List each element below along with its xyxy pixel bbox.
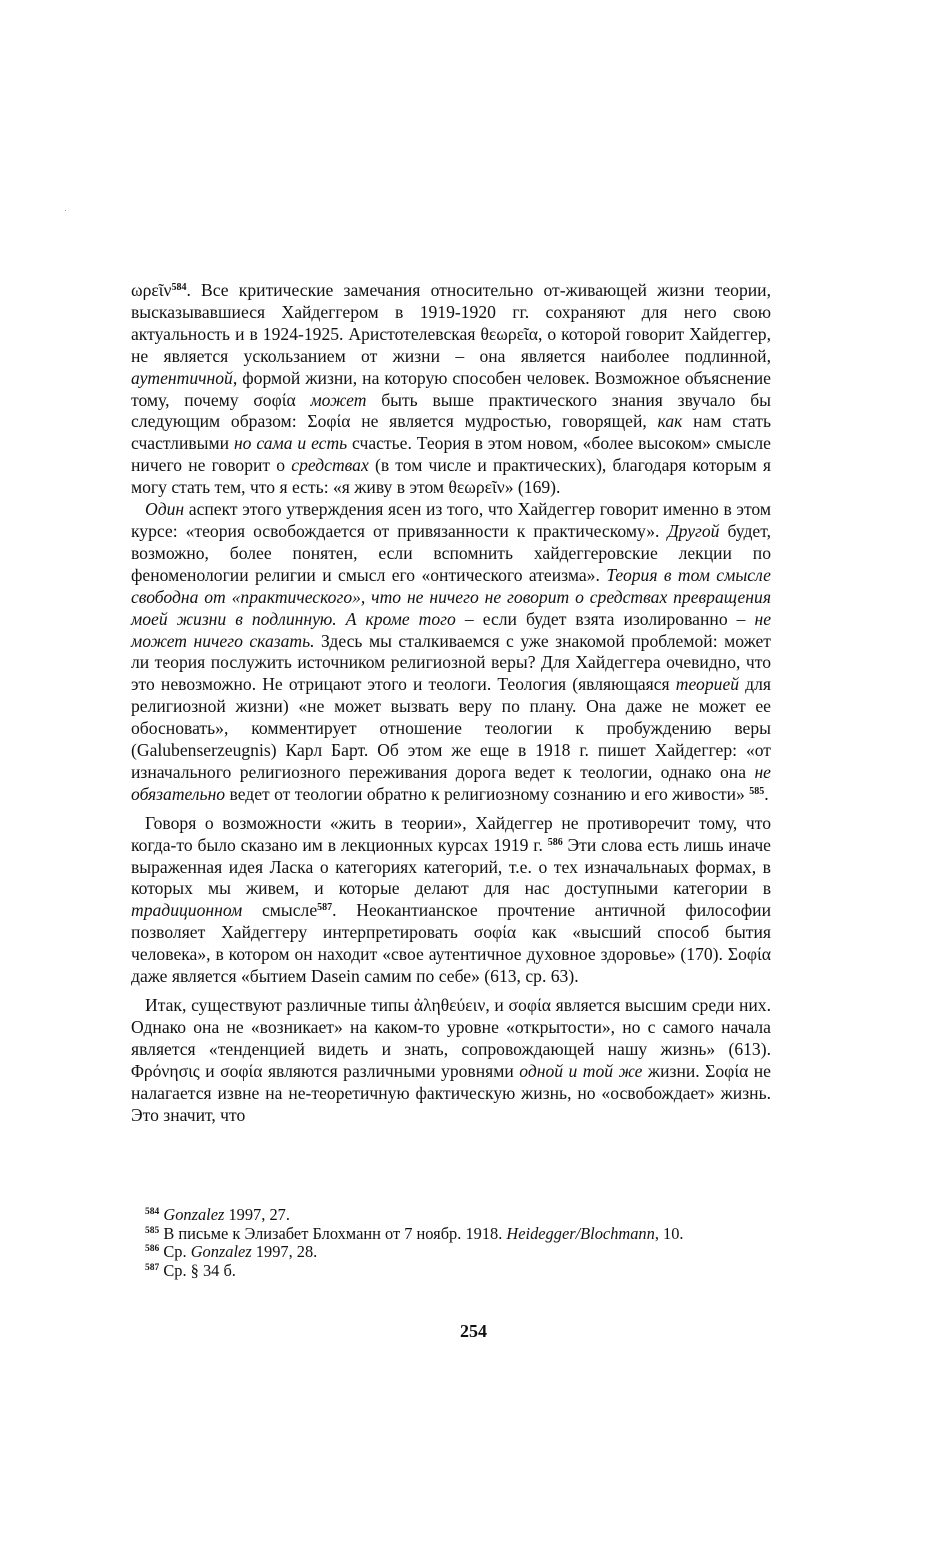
footnote-ref: 585 <box>749 785 765 797</box>
text-run: Ср. § 34 б. <box>163 1260 236 1280</box>
italic-text: средствах <box>291 455 369 476</box>
italic-text: Gonzalez <box>163 1205 225 1224</box>
text-run: Ср. <box>163 1242 191 1262</box>
text-run: . Неокантианское прочтение античной философии позволяет Хайдеггеру интерпретировать σοφία как «высший способ бытия человека», в котором он находит «свое аутентичное духовное здоровье» (170). Σοφία даже является «бытием Dasein самим по себе» (613, ср. 63). <box>131 900 771 987</box>
footnote-586 <box>131 1243 771 1262</box>
text-run: 1997, 28. <box>251 1242 318 1262</box>
italic-text: не обязательно <box>131 761 771 804</box>
footnote-number: 587 <box>145 1262 160 1273</box>
text-run: – если будет взята изолированно – <box>455 608 755 629</box>
text-run: 1997, 27. <box>224 1205 290 1224</box>
footnote-number: 586 <box>145 1244 160 1255</box>
footnote-text <box>163 1205 290 1224</box>
scan-speck <box>65 210 66 211</box>
text-run: ωρεῖν <box>131 280 172 300</box>
text-run: жизни. Σοφία не налагается извне на не-теоретичную фактическую жизнь, но «освобождает» жизнь. Это значит, что <box>131 1060 771 1125</box>
italic-text: одной и той же <box>519 1060 643 1081</box>
main-text <box>131 280 771 1126</box>
italic-text: Gonzalez <box>190 1242 252 1262</box>
text-run: будет, возможно, более понятен, если вспомнить хайдеггеровские лекции по феноменологии религии и смысл его «онтического атеизма». <box>131 520 771 585</box>
italic-text: Теория в том смысле свободна от «практического», что не ничего не говорит о средствах превращения моей жизни в подлинную. А кроме того <box>131 564 771 629</box>
footnote-text <box>163 1242 317 1261</box>
text-run: . <box>764 783 769 804</box>
text-run: счастье. Теория в этом новом, «более высоком» смысле ничего не говорит о <box>131 433 771 476</box>
footnotes <box>131 1206 771 1280</box>
footnote-587 <box>131 1262 771 1281</box>
footnote-ref: 586 <box>547 836 563 848</box>
paragraph-4 <box>131 995 771 1126</box>
footnote-585 <box>131 1225 771 1244</box>
italic-text: как <box>657 411 683 432</box>
italic-text: теорией <box>675 674 740 695</box>
text-run: Итак, существуют различные типы ἀληθεύειν, и σοφία является высшим среди них. Однако она не «возникает» на каком-то уровне «открытости», но с самого начала является «тенденцией видеть и знать, сопровождающей нашу жизнь» (613). Φρόνησις и σοφία являются различными уровнями <box>131 995 771 1081</box>
text-run: , формой жизни, на которую способен человек. Возможное объяснение тому, почему σοφία <box>131 367 771 410</box>
italic-text: но сама и есть <box>233 433 348 454</box>
italic-text: не может ничего сказать. <box>131 608 772 651</box>
italic-text: может <box>310 389 367 410</box>
footnote-ref: 587 <box>317 902 333 914</box>
text-run: Говоря о возможности «жить в теории», Хайдеггер не противоречит тому, что когда-то было сказано им в лекционных курсах 1919 г. <box>131 812 771 855</box>
text-run: быть выше практического знания звучало бы следующим образом: Σοφία не является мудростью, говорящей, <box>131 389 771 432</box>
text-run: В письме к Элизабет Блохманн от 7 ноябр. 1918. <box>163 1223 507 1243</box>
text-run: аспект этого утверждения ясен из того, что Хайдеггер говорит именно в этом курсе: «теория освобождается от привязанности к практическому». <box>131 499 771 541</box>
footnote-584 <box>131 1206 771 1225</box>
text-run: (в том числе и практических), благодаря которым я могу стать тем, что я есть: «я живу в этом θεωρεῖν» (169). <box>131 455 772 498</box>
text-run: ведет от теологии обратно к религиозному сознанию и его живости» <box>225 783 750 804</box>
text-run: нам стать счастливыми <box>131 411 771 454</box>
footnote-text <box>163 1224 683 1243</box>
text-run: для религиозной жизни) «не может вызвать веру по плану. Она даже не может ее обосновать», комментирует отношение теологии к пробуждению веры (Galubenserzeugnis) Карл Барт. Об этом же еще в 1918 г. пишет Хайдеггер: «от изначального религиозного переживания дорога ведет к теологии, однако она <box>131 674 771 782</box>
text-run: Здесь мы сталкиваемся с уже знакомой проблемой: может ли теория послужить источником религиозной веры? Для Хайдеггера очевидно, что это невозможно. Не отрицают этого и теологи. Теология (являющаяся <box>131 630 771 695</box>
paragraph-2 <box>131 499 771 806</box>
text-run: , 10. <box>654 1223 684 1243</box>
text-run: смысле <box>242 900 318 921</box>
italic-text: Heidegger/Blochmann <box>506 1223 655 1243</box>
italic-text: традиционном <box>131 900 243 921</box>
footnote-ref: 584 <box>171 282 187 293</box>
footnote-text <box>163 1261 236 1280</box>
page-number: 254 <box>460 1321 487 1341</box>
footnote-number: 584 <box>145 1207 160 1217</box>
italic-text: Один <box>145 499 185 520</box>
italic-text: аутентичной <box>131 367 233 388</box>
text-run: . Все критические замечания относительно от-живающей жизни теории, высказывавшиеся Хайдеггером в 1919-1920 гг. сохраняют для него свою актуальность и в 1924-1925. Аристотелевская θεωρεῖα, о которой говорит Хайдеггер, не является ускользанием от жизни – она является наиболее подлинной, <box>131 280 771 366</box>
paragraph-3 <box>131 813 771 988</box>
text-run: Эти слова есть лишь иначе выраженная идея Ласка о категориях категорий, т.е. о тех изначальнаых формах, в которых мы живем, и которые делают для нас доступными категории в <box>131 834 771 899</box>
italic-text: Другой <box>667 520 720 541</box>
footnote-number: 585 <box>145 1225 160 1236</box>
paragraph-1 <box>131 280 771 499</box>
